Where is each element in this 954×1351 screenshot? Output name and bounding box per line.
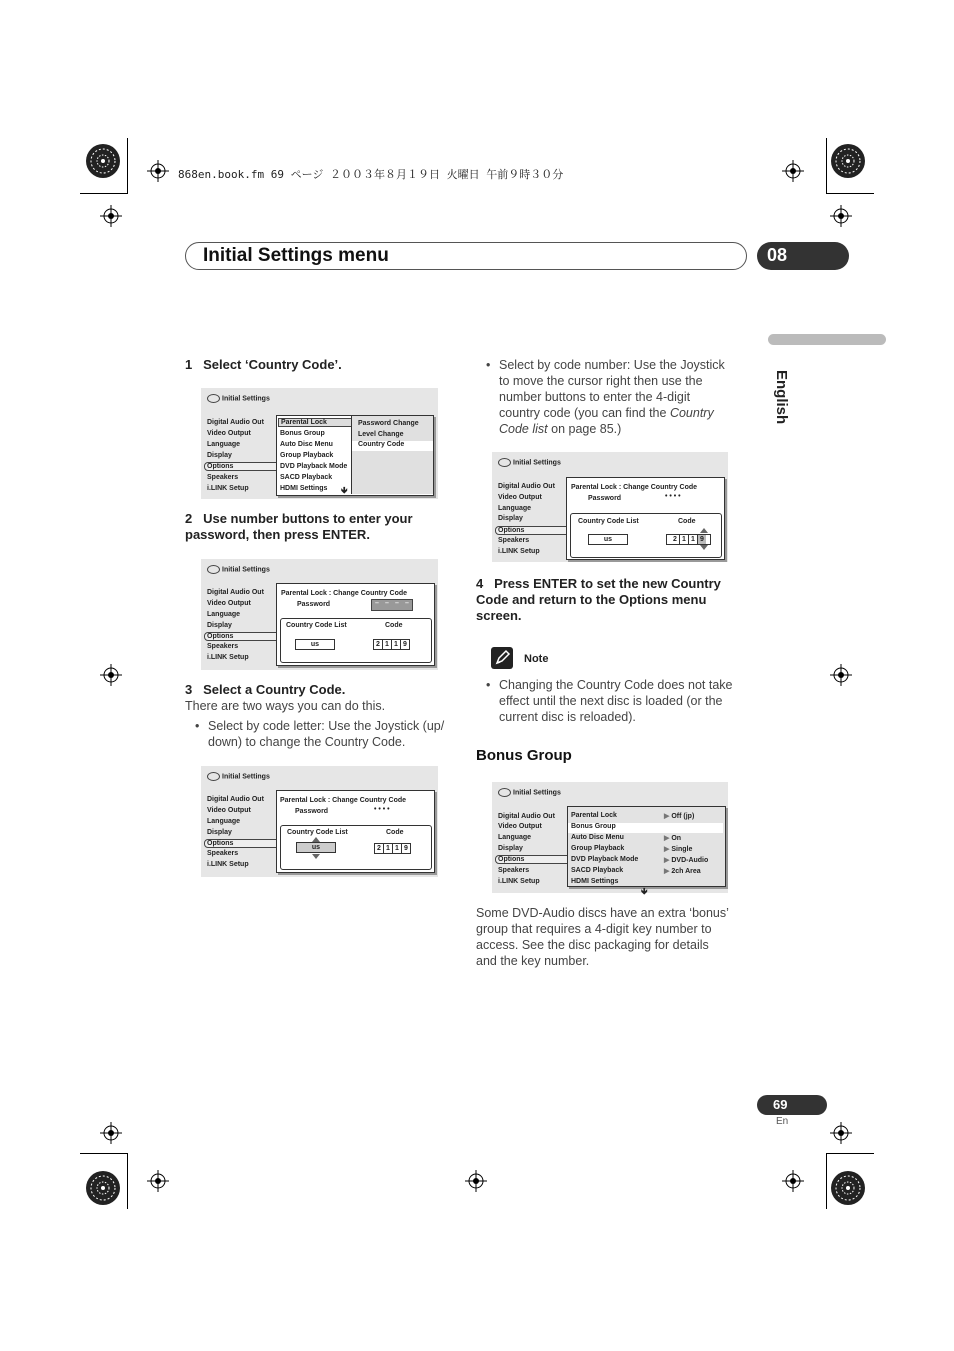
registration-crosshair-icon (100, 205, 122, 227)
paragraph-line: Some DVD-Audio discs have an extra ‘bonus’ (476, 906, 729, 920)
disc-icon (498, 458, 511, 467)
osd-screen-bonus-group (492, 782, 728, 896)
osd-country-panel (276, 790, 435, 873)
step-text-line: screen. (476, 608, 522, 623)
osd-option-selected: Parental Lock (278, 418, 352, 427)
step-2 (185, 511, 413, 543)
osd-bonus-value (664, 867, 701, 875)
side-language-label: English (773, 370, 790, 425)
osd-list-label: Country Code List (287, 829, 348, 836)
chapter-number: 08 (767, 245, 788, 265)
down-arrow-icon (312, 854, 320, 859)
osd-left-item: Digital Audio Out (498, 483, 555, 490)
osd-code-digit: 1 (384, 844, 393, 853)
osd-code-digit: 9 (404, 845, 408, 852)
disc-icon (207, 565, 220, 574)
registration-rosette-icon (830, 1170, 866, 1206)
osd-option: HDMI Settings (280, 485, 328, 492)
osd-option: Bonus Group (280, 430, 325, 437)
osd-left-item: Language (207, 611, 241, 618)
osd-screen-password (201, 559, 438, 670)
osd-left-item: Digital Audio Out (207, 589, 264, 596)
step-1 (185, 357, 342, 373)
registration-crosshair-icon (147, 1170, 169, 1192)
step-text-line: password, then press ENTER. (185, 527, 370, 542)
bullet-dot: • (195, 719, 200, 733)
osd-header (207, 565, 270, 574)
bullet-italic: Code list (499, 422, 548, 436)
osd-bonus-value (664, 856, 708, 864)
step-3 (185, 682, 345, 698)
osd-list-label: Country Code List (286, 622, 347, 629)
crop-mark (80, 193, 128, 194)
osd-left-item: Display (498, 845, 523, 852)
disc-icon (207, 394, 220, 403)
registration-crosshair-icon (830, 1122, 852, 1144)
right-arrow-icon: ▶ (664, 846, 670, 853)
osd-header (498, 788, 561, 797)
osd-left-item: Digital Audio Out (207, 796, 264, 803)
osd-left-item: Display (207, 829, 232, 836)
step-number: 1 (185, 357, 193, 372)
page-language-code: En (776, 1116, 789, 1127)
title-bar (185, 242, 747, 270)
osd-password-label: Password (297, 601, 331, 608)
osd-bonus-option: DVD Playback Mode (571, 856, 639, 863)
registration-rosette-icon (85, 143, 121, 179)
osd-left-item: Language (207, 441, 241, 448)
crop-mark (826, 138, 827, 194)
bonus-group-paragraph (476, 905, 729, 969)
osd-submenu-item-selected: Country Code (358, 441, 405, 448)
osd-password-slot: – (375, 600, 379, 607)
osd-option: Auto Disc Menu (280, 441, 333, 448)
osd-left-item-selected: Options (495, 526, 569, 535)
osd-country-field: us (295, 639, 335, 650)
osd-bonus-option: SACD Playback (571, 867, 624, 874)
osd-submenu-item: Password Change (358, 420, 419, 427)
osd-bonus-value-text: On (671, 835, 682, 842)
osd-bonus-option-selected: Bonus Group (571, 823, 616, 830)
registration-crosshair-icon (147, 160, 169, 182)
osd-left-item: Speakers (498, 537, 530, 544)
bullet-line: Changing the Country Code does not take (499, 678, 733, 692)
osd-submenu-panel (351, 416, 433, 494)
bullet-line: country code (you can find the (499, 406, 670, 420)
disc-icon (498, 788, 511, 797)
osd-code-label: Code (386, 829, 404, 836)
osd-left-item-selected: Options (495, 855, 569, 864)
step-text: Select a Country Code. (203, 682, 346, 697)
osd-panel-title: Parental Lock : Change Country Code (571, 484, 698, 491)
osd-header-label: Initial Settings (222, 395, 270, 403)
osd-bonus-value-text: 2ch Area (671, 868, 701, 875)
osd-left-item: Speakers (498, 867, 530, 874)
registration-crosshair-icon (782, 160, 804, 182)
registration-crosshair-icon (100, 1122, 122, 1144)
right-arrow-icon: ▶ (664, 868, 670, 875)
bullet-line: number buttons to enter the 4-digit (499, 390, 691, 404)
osd-bonus-option: Auto Disc Menu (571, 834, 624, 841)
osd-left-item: Display (207, 452, 232, 459)
osd-country-list-box (570, 513, 722, 558)
osd-option: SACD Playback (280, 474, 333, 481)
osd-password-slot: – (395, 600, 399, 607)
osd-left-item: i.LINK Setup (498, 548, 540, 555)
page-number: 69 (773, 1097, 788, 1112)
crop-mark (826, 1153, 827, 1209)
osd-country-field: us (296, 842, 336, 853)
osd-left-item-selected: Options (204, 839, 278, 848)
bullet-italic: Country (669, 406, 714, 420)
right-arrow-icon: ▶ (664, 813, 670, 820)
up-arrow-icon (700, 528, 708, 533)
osd-password-mask: • • • • (665, 493, 681, 500)
osd-country-panel (276, 583, 435, 666)
crop-mark (826, 193, 874, 194)
page-number-badge (757, 1095, 827, 1115)
disc-icon (207, 772, 220, 781)
osd-left-item: Language (207, 818, 241, 825)
osd-country-panel (566, 477, 725, 560)
osd-header-label: Initial Settings (513, 459, 561, 467)
osd-bonus-panel (567, 806, 726, 896)
bullet-line: current disc is reloaded). (499, 710, 636, 724)
osd-code-field (374, 843, 411, 854)
registration-rosette-icon (830, 143, 866, 179)
registration-crosshair-icon (830, 205, 852, 227)
osd-header (207, 394, 270, 403)
osd-left-item: Speakers (207, 643, 239, 650)
crop-mark (80, 1153, 128, 1154)
osd-screen-code-letter (201, 766, 438, 877)
bullet-line: Select by code number: Use the Joystick (499, 358, 725, 372)
osd-bonus-value-text: Single (671, 846, 693, 853)
paragraph-line: and the key number. (476, 954, 590, 968)
osd-left-item: Language (498, 834, 532, 841)
step-number: 3 (185, 682, 193, 697)
bullet-line: effect until the next disc is loaded (or the (499, 694, 723, 708)
osd-left-item: i.LINK Setup (207, 654, 249, 661)
language-tab-bar (768, 334, 886, 345)
osd-header-label: Initial Settings (222, 773, 270, 781)
osd-header (207, 772, 270, 781)
osd-code-digit: 1 (680, 535, 689, 544)
scroll-down-arrow-icon: 🡻 (641, 886, 648, 896)
osd-left-item: Video Output (207, 807, 251, 814)
osd-code-digit: 2 (375, 844, 384, 853)
osd-bonus-option: Parental Lock (571, 812, 617, 819)
osd-left-item: i.LINK Setup (207, 485, 249, 492)
osd-left-item: i.LINK Setup (498, 878, 540, 885)
osd-country-field: us (588, 534, 628, 545)
step-4 (476, 576, 721, 624)
osd-country-list-box (280, 825, 432, 870)
note-pencil-icon (491, 647, 513, 669)
registration-crosshair-icon (830, 664, 852, 686)
osd-bonus-value (664, 845, 692, 853)
osd-code-field (666, 534, 711, 545)
osd-code-digit-active: 9 (698, 535, 706, 544)
osd-bonus-value-text: DVD-Audio (671, 857, 709, 864)
osd-bonus-option: HDMI Settings (571, 878, 619, 885)
osd-header (498, 458, 561, 467)
osd-screen-options (201, 388, 438, 499)
osd-code-label: Code (385, 622, 403, 629)
registration-crosshair-icon (465, 1170, 487, 1192)
osd-left-item: Video Output (207, 600, 251, 607)
bonus-group-heading: Bonus Group (476, 747, 572, 764)
down-arrow-icon (700, 545, 708, 550)
osd-left-item: Video Output (498, 823, 542, 830)
osd-header-label: Initial Settings (513, 789, 561, 797)
step-text: Select ‘Country Code’. (203, 357, 342, 372)
osd-left-item: Digital Audio Out (207, 419, 264, 426)
osd-left-item: Language (498, 505, 532, 512)
osd-left-item: i.LINK Setup (207, 861, 249, 868)
osd-code-digit: 1 (689, 535, 698, 544)
bullet-dot: • (486, 358, 491, 372)
osd-bonus-value-text: Off (jp) (671, 813, 695, 820)
osd-code-digit: 1 (393, 844, 402, 853)
osd-password-label: Password (295, 808, 329, 815)
crop-mark (127, 1153, 128, 1209)
osd-password-mask: • • • • (374, 806, 390, 813)
bullet-dot: • (486, 678, 491, 692)
osd-country-list-box (280, 618, 432, 663)
bullet-line: to move the cursor right then use the (499, 374, 703, 388)
step-3-intro: There are two ways you can do this. (185, 699, 386, 713)
osd-panel-title: Parental Lock : Change Country Code (281, 590, 408, 597)
bullet-line: on page 85.) (547, 422, 622, 436)
registration-crosshair-icon (782, 1170, 804, 1192)
registration-rosette-icon (85, 1170, 121, 1206)
osd-header-label: Initial Settings (222, 566, 270, 574)
osd-list-label: Country Code List (578, 518, 639, 525)
osd-left-item: Digital Audio Out (498, 813, 555, 820)
page-title: Initial Settings menu (203, 245, 389, 266)
osd-password-label: Password (588, 495, 622, 502)
scroll-down-arrow-icon: 🡻 (341, 485, 348, 495)
osd-left-item-selected: Options (204, 632, 278, 641)
osd-left-item: Speakers (207, 850, 239, 857)
osd-options-panel (276, 415, 434, 496)
step-text-line: Use number buttons to enter your (203, 511, 413, 526)
step-text-line: Press ENTER to set the new Country (494, 576, 721, 591)
osd-bonus-value (664, 812, 694, 820)
crop-mark (127, 138, 128, 194)
osd-bonus-option: Group Playback (571, 845, 625, 852)
osd-panel-title: Parental Lock : Change Country Code (280, 797, 407, 804)
osd-left-item-selected: Options (204, 462, 278, 471)
chapter-badge (757, 242, 849, 270)
osd-password-slot: – (385, 600, 389, 607)
osd-code-label: Code (678, 518, 696, 525)
osd-submenu-item: Level Change (358, 431, 404, 438)
registration-crosshair-icon (100, 664, 122, 686)
bullet-line: Select by code letter: Use the Joystick (up/ (208, 719, 445, 733)
osd-code-digit: 1 (383, 640, 392, 649)
osd-code-digit: 9 (403, 641, 407, 648)
right-arrow-icon: ▶ (664, 857, 670, 864)
osd-code-digit: 1 (392, 640, 401, 649)
osd-option: DVD Playback Mode (280, 463, 348, 470)
paragraph-line: group that requires a 4-digit key number to (476, 922, 712, 936)
osd-left-item: Display (498, 515, 523, 522)
osd-code-field (373, 639, 410, 650)
osd-bonus-value (664, 834, 681, 842)
step-text-line: Code and return to the Options menu (476, 592, 707, 607)
right-arrow-icon: ▶ (664, 835, 670, 842)
note-heading: Note (524, 653, 549, 665)
bullet-line: down) to change the Country Code. (208, 735, 406, 749)
osd-password-field (371, 599, 413, 611)
osd-left-item: Display (207, 622, 232, 629)
osd-screen-code-number (492, 452, 728, 562)
crop-mark (826, 1153, 874, 1154)
osd-password-slot: – (405, 600, 409, 607)
osd-code-digit: 2 (374, 640, 383, 649)
osd-left-item: Video Output (207, 430, 251, 437)
osd-option: Group Playback (280, 452, 334, 459)
step-number: 4 (476, 576, 484, 591)
osd-code-digit: 2 (671, 535, 680, 544)
osd-left-item: Speakers (207, 474, 239, 481)
paragraph-line: access. See the disc packaging for details (476, 938, 709, 952)
osd-left-item: Video Output (498, 494, 542, 501)
step-number: 2 (185, 511, 193, 526)
file-header-meta: 868en.book.fm 69 ページ ２００３年８月１９日 火曜日 午前９時３０分 (178, 168, 564, 181)
